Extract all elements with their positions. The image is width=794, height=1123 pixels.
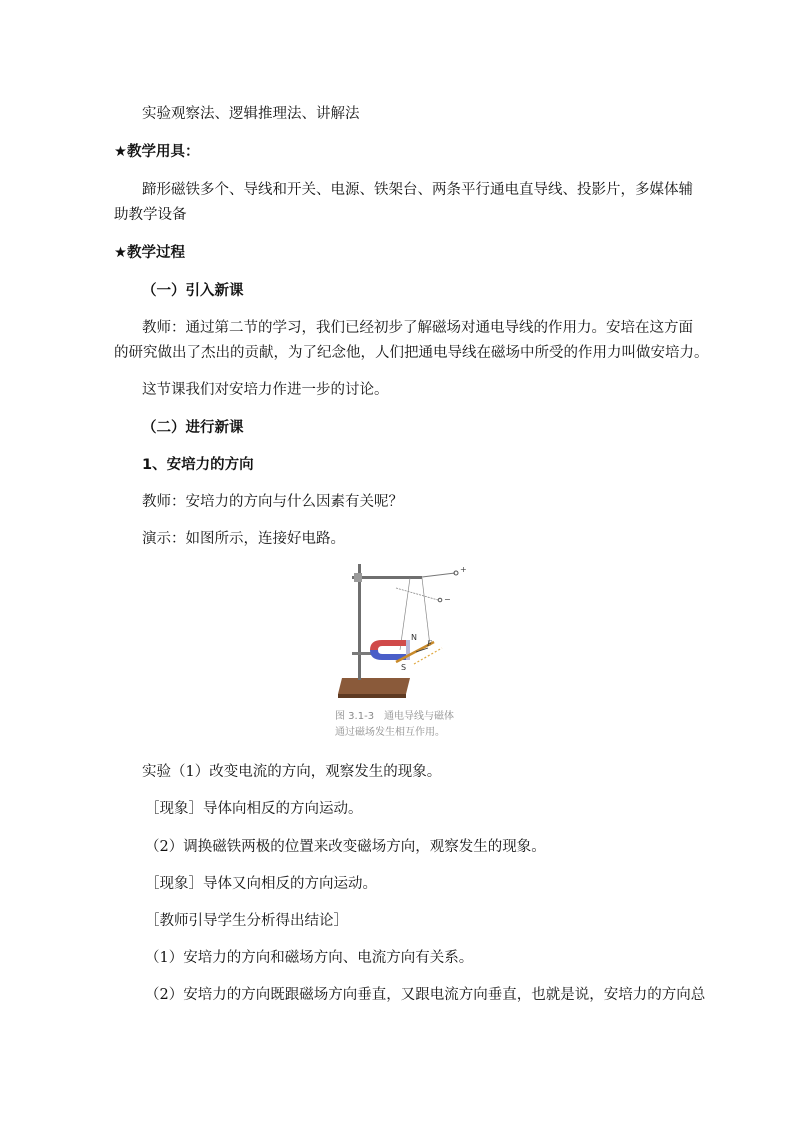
teaching-tools-text-line-1: 蹄形磁铁多个、导线和开关、电源、铁架台、两条平行通电直导线、投影片，多媒体辅 (142, 182, 693, 198)
teacher-question-text: 教师：安培力的方向与什么因素有关呢？ (142, 494, 403, 510)
terminal-negative-label: − (444, 595, 451, 604)
teaching-tools-text-line-2: 助教学设备 (114, 207, 187, 223)
terminal-positive-label: + (460, 565, 467, 574)
terminal-negative (438, 598, 442, 602)
conclusion-2-text: （2）安培力的方向既跟磁场方向垂直，又跟电流方向垂直，也就是说，安培力的方向总 (145, 987, 706, 1003)
figure-caption-line-1: 图 3.1-3 通电导线与磁体 (335, 711, 455, 722)
figure-caption-line-2: 通过磁场发生相互作用。 (335, 727, 445, 738)
wire-negative (396, 588, 438, 600)
intro-paragraph-line-2: 的研究做出了杰出的贡献，为了纪念他，人们把通电导线在磁场中所受的作用力叫做安培力。 (114, 345, 709, 361)
observation-2-text: ［现象］导体又向相反的方向运动。 (145, 876, 377, 892)
wire-positive (422, 573, 455, 577)
stand-base (338, 678, 410, 694)
observation-1-text: ［现象］导体向相反的方向运动。 (145, 801, 363, 817)
force-label: F (427, 640, 432, 648)
magnet-north-arm (370, 640, 408, 650)
teacher-guide-text: ［教师引导学生分析得出结论］ (145, 913, 348, 929)
magnet-north-label: N (411, 633, 417, 642)
intro-paragraph-line-1: 教师：通过第二节的学习，我们已经初步了解磁场对通电导线的作用力。安培在这方面 (142, 320, 693, 336)
conclusion-1-text: （1）安培力的方向和磁场方向、电流方向有关系。 (145, 950, 474, 966)
experiment-1-text: 实验（1）改变电流的方向，观察发生的现象。 (142, 764, 442, 780)
stand-arm (352, 576, 422, 579)
intro-paragraph-line-3: 这节课我们对安培力作进一步的讨论。 (142, 382, 389, 398)
section-new-lesson-heading: （二）进行新课 (142, 420, 244, 436)
subsection-force-direction-heading: 1、安培力的方向 (142, 457, 254, 473)
teaching-tools-heading: ★教学用具： (114, 144, 200, 160)
teaching-process-heading: ★教学过程 (114, 245, 185, 261)
experiment-2-text: （2）调换磁铁两极的位置来改变磁场方向，观察发生的现象。 (145, 839, 546, 855)
magnet-south-label: S (401, 663, 407, 672)
section-intro-heading: （一）引入新课 (142, 283, 244, 299)
demo-instruction-text: 演示：如图所示，连接好电路。 (142, 531, 345, 547)
teaching-methods-text: 实验观察法、逻辑推理法、讲解法 (142, 106, 360, 122)
